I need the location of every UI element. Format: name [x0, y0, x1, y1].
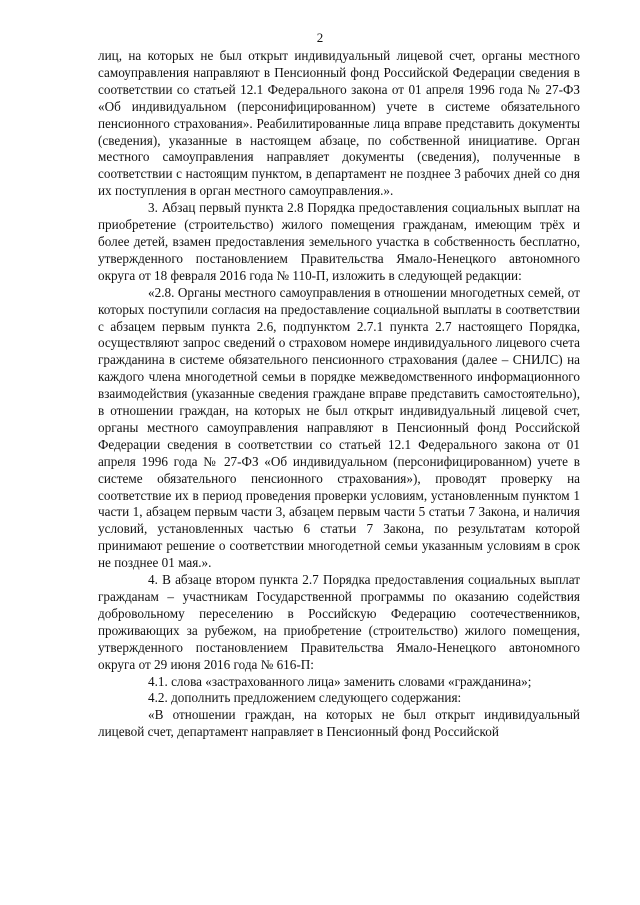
paragraph-quoted-2-8: «2.8. Органы местного самоуправления в отношении многодетных семей, от которых поступили согласия на предоставление социальной выплаты в соответствии с абзацем первым пункта 2.6, подпунктом 2.7.1 пункта 2.7 настоящего Порядка, осуществляют запрос сведений о страховом номере индивидуального лицевого счета гражданина в системе обязательного пенсионного страхования (далее – СНИЛС) на каждого члена многодетной семьи в порядке межведомственного информационного взаимодействия (указанные сведения граждане вправе представить самостоятельно), в отношении граждан, на которых не был открыт индивидуальный лицевой счет, органы местного самоуправления направляют в Пенсионный фонд Российской Федерации сведения в соответствии со статьей 12.1 Федерального закона от 01 апреля 1996 года № 27-ФЗ «Об индивидуальном (персонифицированном) учете в системе обязательного пенсионного страхования»), проводят проверку на соответствие их в период проведения проверки условиям, установленным пунктом 1 части 1, абзацем первым части 3, абзацем первым части 5 статьи 7 Закона, и наличия условий, установленных частью 6 статьи 7 Закона, по результатам которой принимают решение о соответствии многодетной семьи указанным условиям в срок не позднее 01 мая.». [98, 284, 580, 571]
paragraph-item-4-2: 4.2. дополнить предложением следующего содержания: [148, 690, 462, 706]
document-body [98, 48, 580, 741]
page-number: 2 [316, 30, 324, 45]
paragraph-quoted-addition: «В отношении граждан, на которых не был открыт индивидуальный лицевой счет, департамент направляет в Пенсионный фонд Российской [98, 707, 580, 740]
paragraph-continuation: лиц, на которых не был открыт индивидуальный лицевой счет, органы местного самоуправления направляют в Пенсионный фонд Российской Федерации сведения в соответствии со статьей 12.1 Федерального закона от 01 апреля 1996 года № 27-ФЗ «Об индивидуальном (персонифицированном) учете в системе обязательного пенсионного страхования». Реабилитированные лица вправе представить документы (сведения), указанные в настоящем абзаце, по собственной инициативе. Орган местного самоуправления направляет документы (сведения), полученные в соответствии с настоящим пунктом, в департамент не позднее 3 рабочих дней со дня их поступления в орган местного самоуправления.». [98, 48, 580, 199]
paragraph-item-4-1: 4.1. слова «застрахованного лица» заменить словами «гражданина»; [148, 673, 532, 689]
paragraph-item-4: 4. В абзаце втором пункта 2.7 Порядка предоставления социальных выплат гражданам – участникам Государственной программы по оказанию содействия добровольному переселению в Российскую Федерацию соотечественников, проживающих за рубежом, на приобретение (строительство) жилого помещения, утвержденного постановлением Правительства Ямало-Ненецкого автономного округа от 29 июня 2016 года № 616-П: [98, 572, 580, 672]
paragraph-item-3: 3. Абзац первый пункта 2.8 Порядка предоставления социальных выплат на приобретение (строительство) жилого помещения гражданам, имеющим трёх и более детей, взамен предоставления земельного участка в собственность бесплатно, утвержденного постановлением Правительства Ямало-Ненецкого автономного округа от 18 февраля 2016 года № 110-П, изложить в следующей редакции: [98, 200, 580, 283]
